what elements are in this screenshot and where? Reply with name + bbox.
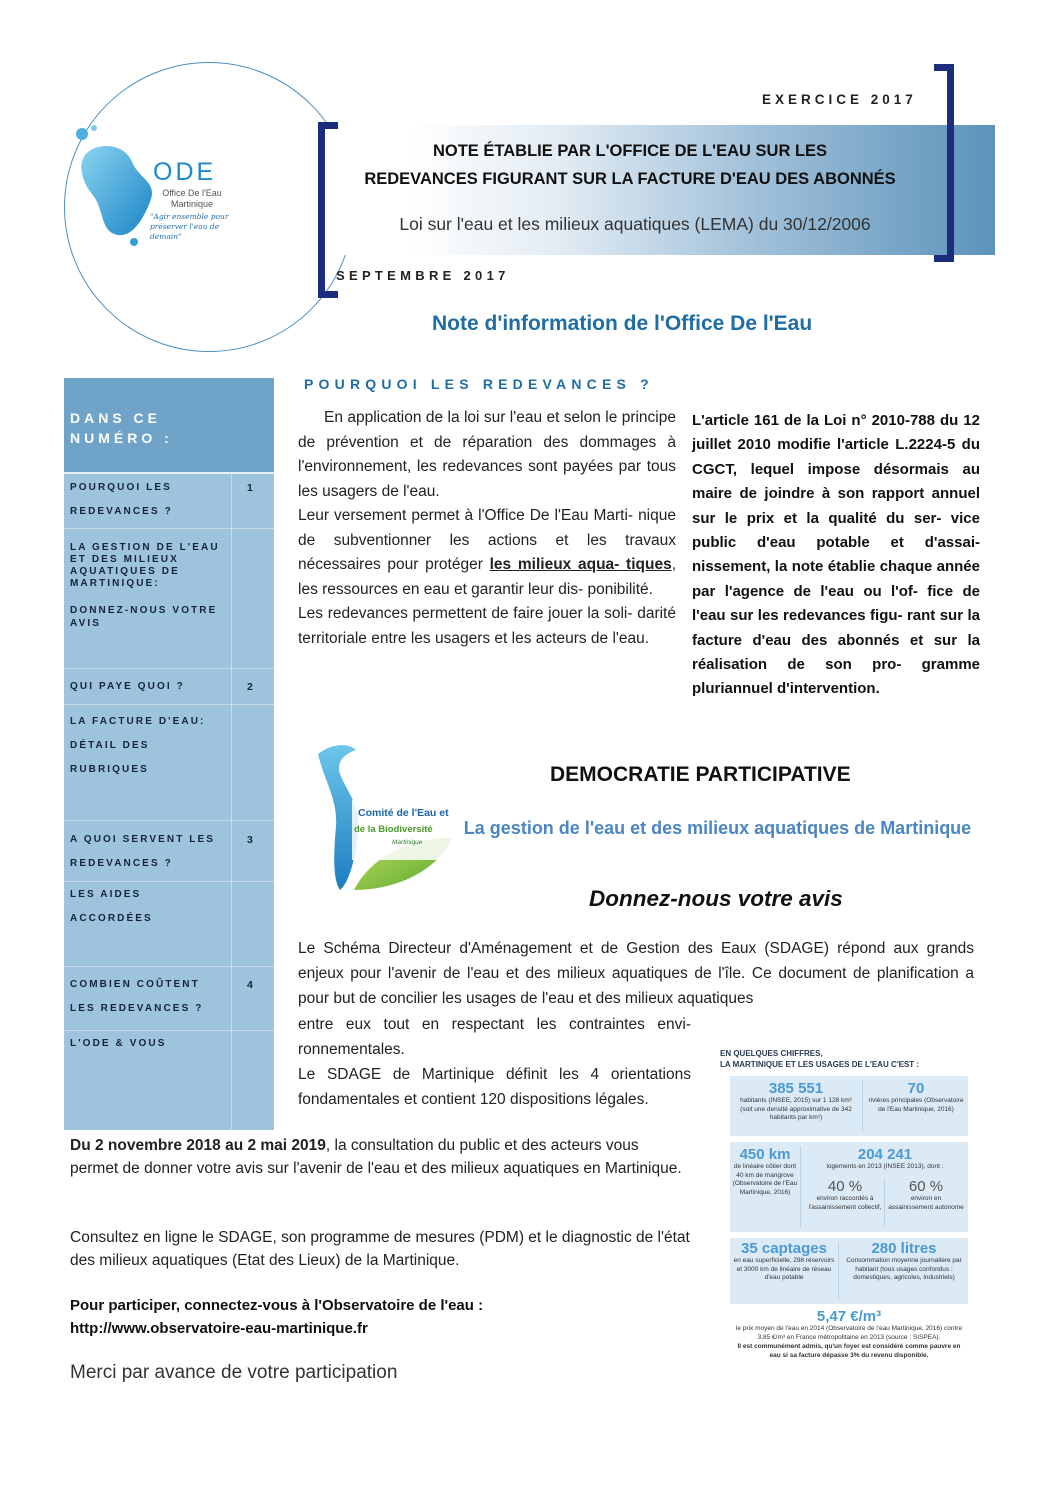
litres-value: 280 litres — [871, 1240, 937, 1257]
logo-subtitle: Office De l'Eau Martinique — [162, 188, 222, 209]
lineaire-value: 450 km — [739, 1146, 791, 1163]
cb-logo-line-3: Martinique — [392, 839, 423, 846]
toc-item[interactable]: RUBRIQUES — [70, 764, 149, 775]
toc-page-number: 1 — [247, 482, 253, 494]
toc-divider — [64, 528, 274, 529]
lineaire-text: de linéaire côtier dont 40 km de mangrove (Observatoire de l'Eau Martinique, 2016) — [732, 1163, 798, 1196]
rivieres-value: 70 — [907, 1080, 925, 1097]
toc-heading: DANS CE NUMÉRO : — [70, 410, 173, 446]
litres-text: Consommation moyenne journalière par habitant (tous usages confondus : domestiques, agricoles, industriels) — [846, 1257, 962, 1281]
p2-text-b: , les ressources en eau et garantir leur dis- ponibilité. — [298, 556, 676, 598]
article-note: L'article 161 de la Loi n° 2010-788 du 12 juillet 2010 modifie l'article L.2224-5 du CGCT, lequel impose désormais au maire de joindre à son rapport annuel sur le prix et la qualité du ser- vice public d'eau potable et d'assai- nissement, la note établie chaque année par l'agence de l'eau ou l'of- fice de l'eau sur les redevances figu- rant sur la facture d'eau des abonnés et sur la réalisation de son pro- gramme pluriannuel d'intervention. — [692, 412, 980, 698]
toc-divider — [64, 966, 274, 967]
captages-value: 35 captages — [741, 1240, 827, 1257]
toc-item[interactable]: ACCORDÉES — [70, 913, 153, 924]
toc-item[interactable]: REDEVANCES ? — [70, 858, 173, 869]
prix-value: 5,47 €/m³ — [816, 1308, 882, 1325]
habitants-value: 385 551 — [768, 1080, 824, 1097]
toc-item[interactable]: LA FACTURE D'EAU: — [70, 716, 206, 727]
pourquoi-paragraph-2 — [298, 504, 676, 602]
sdage-orientations: Le SDAGE de Martinique définit les 4 orientations fondamentales et contient 120 dispositions légales. — [298, 1066, 691, 1108]
democratie-title: DEMOCRATIE PARTICIPATIVE — [550, 763, 851, 786]
toc-divider — [64, 704, 274, 705]
cb-logo-line-1: Comité de l'Eau et — [358, 807, 449, 819]
infographic-heading — [720, 1048, 919, 1070]
table-of-contents — [64, 378, 274, 1130]
logements-figure — [804, 1146, 966, 1172]
section-title-pourquoi: POURQUOI LES REDEVANCES ? — [304, 376, 654, 392]
consultation-dates: Du 2 novembre 2018 au 2 mai 2019 — [70, 1137, 326, 1154]
key-figures-infographic — [716, 1046, 974, 1386]
thanks-message: Merci par avance de votre participation — [70, 1362, 398, 1383]
milieux-aquatiques-link[interactable]: les milieux aqua- tiques — [489, 556, 672, 573]
toc-divider — [64, 668, 274, 669]
logements-value: 204 241 — [857, 1146, 913, 1163]
toc-page-number: 4 — [247, 979, 253, 991]
toc-item[interactable]: POURQUOI LES — [70, 482, 172, 493]
pct-collectif-text: environ raccordés à l'assainissement collectif, — [808, 1195, 882, 1211]
consultation-paragraph — [70, 1134, 691, 1180]
sdage-paragraph-continued — [298, 1012, 691, 1112]
habitants-text: habitants (INSEE, 2015) sur 1 128 km² (soit une densité approximative de 342 habitants par km²) — [740, 1097, 852, 1121]
toc-item[interactable]: QUI PAYE QUOI ? — [70, 681, 185, 692]
figure-divider — [838, 1242, 839, 1300]
rivieres-figure — [868, 1080, 964, 1114]
pct-collectif: 40 % — [827, 1178, 863, 1195]
title-line-1: NOTE ÉTABLIE PAR L'OFFICE DE L'EAU SUR LES — [432, 142, 828, 160]
document-subtitle: Loi sur l'eau et les milieux aquatiques (LEMA) du 30/12/2006 — [399, 214, 871, 234]
figure-divider — [800, 1146, 801, 1228]
toc-divider — [64, 820, 274, 821]
toc-item[interactable]: LA GESTION DE L'EAU ET DES MILIEUX AQUATIQUES DE MARTINIQUE: — [70, 542, 220, 589]
toc-item[interactable]: REDEVANCES ? — [70, 506, 173, 517]
note-heading: Note d'information de l'Office De l'Eau — [432, 312, 813, 335]
consultation-text: , la consultation du public et des acteurs vous permet de donner votre avis sur l'avenir de l'eau et des milieux aquatiques en Martinique. — [70, 1137, 682, 1177]
participation-block — [70, 1294, 483, 1340]
figure-divider — [884, 1178, 885, 1226]
document-title — [330, 137, 930, 193]
pourquoi-text — [298, 406, 676, 651]
captages-text: en eau superficielle, 298 réservoirs et 3000 km de linéaire de réseau d'eau potable — [733, 1257, 835, 1281]
consult-online-paragraph: Consultez en ligne le SDAGE, son programme de mesures (PDM) et le diagnostic de l'état des milieux aquatiques (Etat des Lieux) de la Martinique. — [70, 1229, 690, 1269]
pct-autonome-text: environ en assainissement autonome — [888, 1195, 964, 1211]
toc-page-number: 3 — [247, 834, 253, 846]
toc-item[interactable]: LES REDEVANCES ? — [70, 1003, 204, 1014]
lineaire-figure — [732, 1146, 798, 1197]
toc-item[interactable]: DÉTAIL DES — [70, 740, 150, 751]
toc-page-number: 2 — [247, 681, 253, 693]
toc-item[interactable]: L'ODE & VOUS — [70, 1038, 167, 1049]
logo-name: ODE — [153, 158, 217, 186]
logements-text: logements en 2013 (INSEE 2013), dont : — [826, 1163, 944, 1170]
logo-tagline: "Agir ensemble pour préserver l'eau de demain" — [150, 212, 229, 241]
toc-divider — [64, 881, 274, 882]
infographic-heading-1: EN QUELQUES CHIFFRES, — [720, 1049, 823, 1058]
pourquoi-paragraph-1: En application de la loi sur l'eau et selon le principe de prévention et de réparation des dommages à l'environnement, les redevances sont payées par tous les usagers de l'eau. — [298, 409, 676, 500]
assainissement-autonome-figure — [888, 1178, 964, 1212]
prix-text: le prix moyen de l'eau en 2014 (Observatoire de l'eau Martinique, 2016) contre 3,85 €/m³ en France métropolitaine en 2013 (source : SISPEA). — [735, 1325, 963, 1341]
cb-logo-line-2: de la Biodiversité — [354, 824, 433, 835]
toc-item[interactable]: LES AIDES — [70, 889, 142, 900]
habitants-figure — [734, 1080, 858, 1123]
observatoire-link[interactable]: http://www.observatoire-eau-martinique.fr — [70, 1320, 368, 1337]
prix-note: Il est communément admis, qu'un foyer est considéré comme pauvre en eau si sa facture dépasse 3% du revenu disponible. — [737, 1343, 961, 1359]
issue-date: SEPTEMBRE 2017 — [336, 268, 510, 283]
pourquoi-paragraph-3: Les redevances permettent de faire jouer la soli- darité territoriale entre les usagers et les acteurs de l'eau. — [298, 605, 676, 647]
toc-divider — [64, 1030, 274, 1031]
comite-eau-biodiversite-logo — [314, 740, 454, 896]
sdage-continued-text: entre eux tout en respectant les contraintes envi- ronnementales. — [298, 1016, 691, 1058]
exercice-label: EXERCICE 2017 — [762, 92, 917, 107]
title-line-2: REDEVANCES FIGURANT SUR LA FACTURE D'EAU DES ABONNÉS — [364, 170, 896, 188]
toc-item[interactable]: DONNEZ-NOUS VOTRE AVIS — [70, 605, 218, 629]
litres-figure — [842, 1240, 966, 1283]
toc-item[interactable]: COMBIEN COÛTENT — [70, 979, 200, 990]
figure-divider — [862, 1080, 863, 1132]
sdage-paragraph: Le Schéma Directeur d'Aménagement et de Gestion des Eaux (SDAGE) répond aux grands enjeux pour l'avenir de l'eau et des milieux aquatiques de l'île. Ce document de planification a pour but de concilier les usages de l'eau et des milieux aquatiques — [298, 940, 974, 1007]
avis-heading: Donnez-nous votre avis — [589, 886, 843, 911]
captages-figure — [732, 1240, 836, 1283]
infographic-heading-2: LA MARTINIQUE ET LES USAGES DE L'EAU C'EST : — [720, 1060, 920, 1069]
p2-text-a: Leur versement permet à l'Office De l'Eau Marti- nique de subventionner les actions et les travaux nécessaires pour protéger — [298, 507, 676, 573]
toc-header — [64, 378, 274, 474]
pct-autonome: 60 % — [908, 1178, 944, 1195]
prix-figure — [732, 1308, 966, 1360]
participation-text: Pour participer, connectez-vous à l'Observatoire de l'eau : — [70, 1297, 484, 1314]
rivieres-text: rivières principales (Observatoire de l'Eau Martinique, 2016) — [868, 1097, 964, 1113]
assainissement-collectif-figure — [808, 1178, 882, 1212]
toc-item[interactable]: A QUOI SERVENT LES — [70, 834, 216, 845]
toc-column-divider — [231, 474, 232, 1130]
democratie-subtitle: La gestion de l'eau et des milieux aquatiques de Martinique — [463, 818, 972, 838]
